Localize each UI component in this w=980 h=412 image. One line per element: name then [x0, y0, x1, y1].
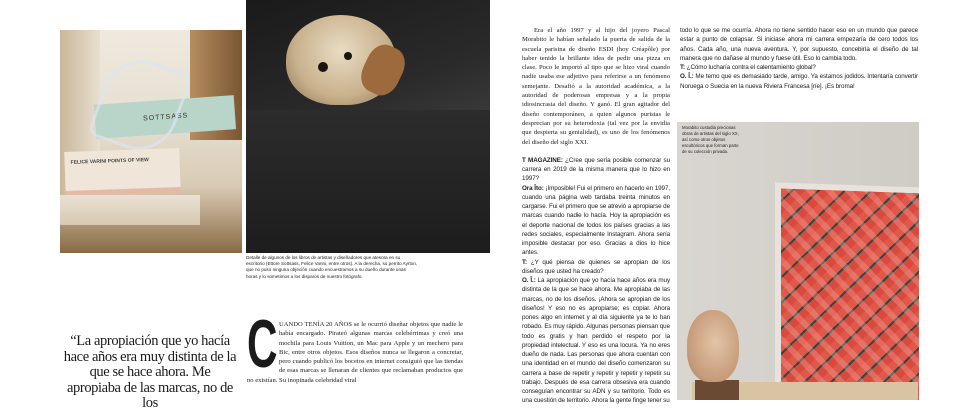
speaker-label: O. Î.: [522, 277, 536, 285]
speaker-label: T: [522, 258, 528, 266]
qa-text: Me temo que es demasiado tarde, amigo. Ya estamos jodidos. Intentaría convertir Noruega o Suecia en la nueva Riviera Francesa [ríe]. ¡Es broma! [680, 73, 918, 90]
qa-item [522, 184, 670, 258]
photo-artwork [677, 122, 919, 400]
qa-text: ¿Y qué piensa de quienes se apropian de los diseños que usted ha creado? [522, 258, 670, 275]
qa-item [522, 258, 670, 277]
speaker-label: O. Î.: [680, 73, 694, 81]
qa-text: ¿Cómo lucharía contra el calentamiento global? [685, 64, 816, 71]
article-paragraph: Era el año 1997 y al hijo del joyero Pascal Morabito le habían señalado la puerta de salida de la escuela parisina de diseño ESDI (hoy Créapôle) por haber tenido la brillante idea de pedir una pizza en clase. Poco le importó al tipo que se hizo viral cuando nadie usaba ese adjetivo para referirse a un fenómeno semejante. Desafió a la autoridad académica, a la autoridad de poderosas empresas y a la propia idiosincrasia del diseño. Y ganó. El gran agitador del diseño contemporáneo, a quien algunos puristas le desprecian por su heterodoxia (tal vez por la envidia que despierta su genialidad), es uno de los fenómenos del diseño del siglo XXI. [522, 27, 670, 146]
bust-base [695, 380, 739, 400]
qa-text: La apropiación que yo hacía hace años era muy distinta de la que se hace ahora. Me apropiaba de las marcas, no de los diseños. ¡Ahora se apropian de los diseños! Y eso no es apropiarse; es copiar. Ahora pones algo en internet y al día siguiente ya te lo han robado. Es muy rápido. Algunas personas piensan que todo es gratis y han perdido el respeto por la propiedad intelectual. Y eso es una locura. Ya no eres dueño de nada. Las personas que ahora cuentan con una identidad en el mundo del diseño comenzaron su carrera a base de repetir y repetir y repetir y repetir su trabajo. Después de esa carrera obsesiva era cuando conseguían encontrar su ADN y su territorio. Todo es una cuestión de territorio. Ahora la gente finge tener su [522, 277, 670, 405]
op-art-painting [781, 189, 919, 400]
column-2 [680, 26, 918, 91]
qa-text: ¿Cree que sería posible comenzar su carrera en 2019 de la misma manera que lo hizo en 1997? [522, 156, 670, 183]
speaker-label: T MAGAZINE: [522, 156, 563, 164]
pull-quote: “La apropiación que yo hacía hace años era muy distinta de la que se hace ahora. Me apropiaba de las marcas, no de los [63, 333, 237, 411]
drop-cap: C [247, 306, 278, 382]
intro-text [247, 306, 463, 385]
book-sottsass: SOTTSASS [94, 95, 236, 139]
column-1 [522, 26, 670, 406]
qa-item [680, 26, 918, 63]
sculpture-bust [687, 310, 739, 382]
photo-caption-art: Morabito custodia preciosas obras de artistas del siglo XX, así como otros objetos escultóricos que forman parte de su colección privada. [682, 125, 739, 154]
book-varini: FELICE VARINI POINTS OF VIEW [64, 148, 181, 197]
intro-body: se le ocurrió diseñar objetos que nadie le había encargado. Pirateó algunas marcas celebérrimas y creó una mochila para Louis Vuitton, un Mac para Apple y un mechero para Bic, entre otros objetos. Esos diseños nunca se llegaron a concretar, pero cuando publicó los bocetos en internet consiguió que las tiendas de esas marcas se llenaran de clientes que reclamaban productos que no existían. Su inopinada celebridad viral [247, 321, 463, 384]
qa-item [680, 72, 918, 91]
qa-item [680, 63, 918, 72]
qa-item [522, 156, 670, 184]
speaker-label: T: [680, 64, 686, 71]
photo-dog [246, 0, 490, 253]
interview-qa [522, 156, 670, 406]
photo-books [60, 30, 242, 253]
photo-caption-books: Detalle de algunos de los libros de artistas y diseñadores que atesora en su escritorio (Ettore Sottsass, Felice Varini, entre otros). A la derecha, su perrito Ayrton, que no puso ninguna objeción cuando encuestramos a su dueño durante unas horas y lo sometimos a los disparos de nuestro fotógrafo. [246, 255, 418, 279]
qa-text: todo lo que se me ocurría. Ahora no tiene sentido hacer eso en un mundo que parece estar a punto de colapsar. Si iniciase ahora mi carrera empezaría de cero todos los años. Cada año, una nueva aventura. Y, por supuesto, concebiría el diseño de tal manera que no dañase al mundo y fuese útil. Eso lo cambia todo. [680, 27, 918, 62]
intro-lead: UANDO TENÍA 20 AÑOS [279, 321, 352, 328]
speaker-label: Ora Îto: [522, 184, 544, 192]
painting-frame [775, 182, 919, 400]
qa-text: ¡Imposible! Fui el primero en hacerlo en 1997, cuando una página web tardaba treinta minutos en cargarse. Fui el primero que se atrevió a apropiarse de marcas cuando nadie lo hacía. Hoy la apropiación es el deporte nacional de todos los países gracias a las redes sociales, especialmente Instagram. Ahora sería imposible destacar por eso. Gracias a dios lo hice antes. [522, 184, 670, 257]
qa-item [522, 276, 670, 406]
